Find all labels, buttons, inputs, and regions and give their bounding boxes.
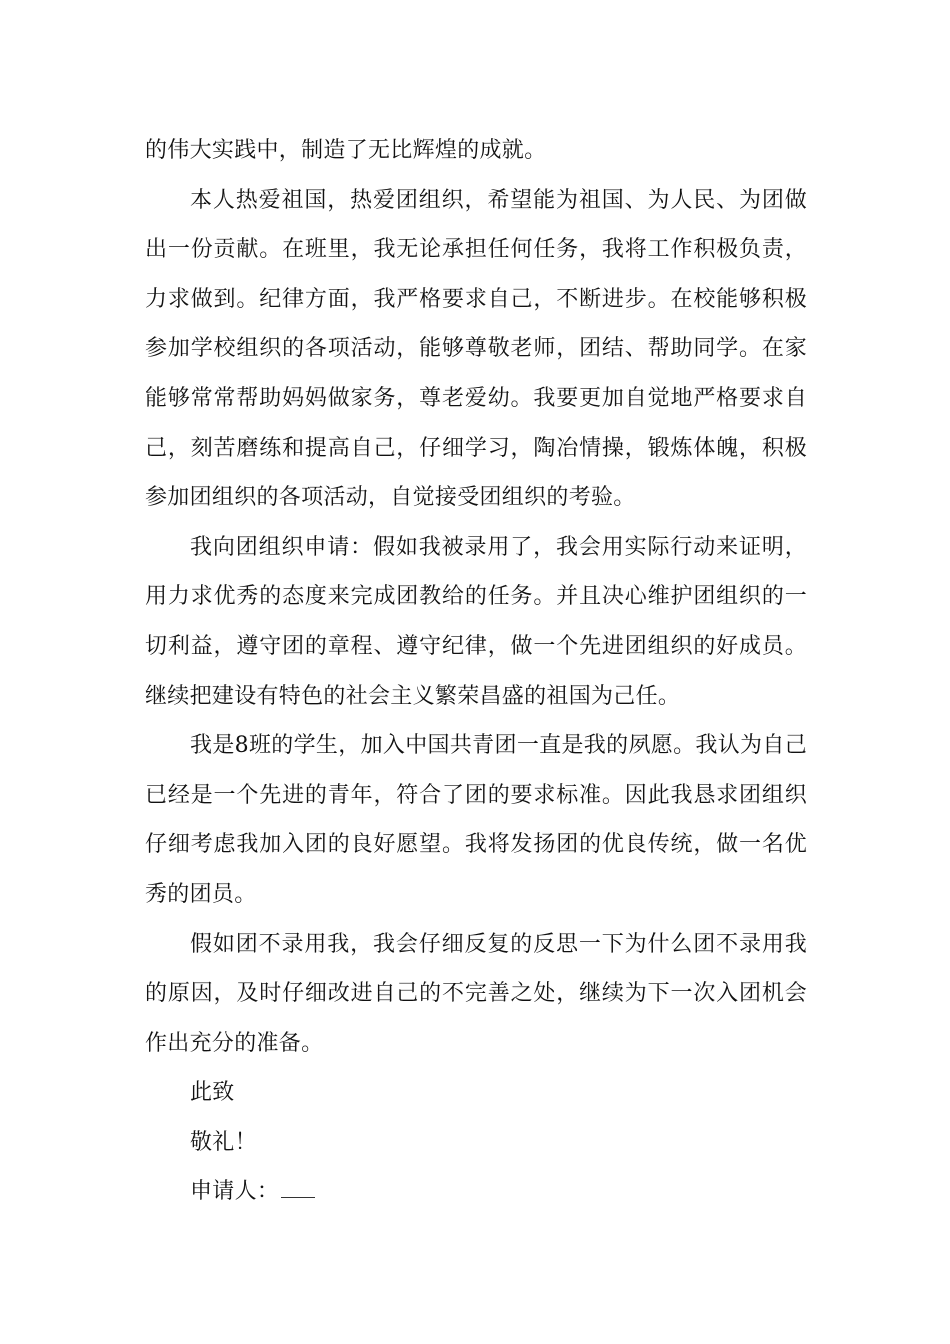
paragraph-continuation: 的伟大实践中，制造了无比辉煌的成就。 [145, 138, 547, 163]
paragraph-if-rejected: 假如团不录用我，我会仔细反复的反思一下为什么团不录用我的原因，及时仔细改进自己的不完善之处，继续为下一次入团机会作出充分的准备。 [145, 931, 807, 1056]
signature-blank [281, 1171, 315, 1198]
paragraph-application: 我向团组织申请：假如我被录用了，我会用实际行动来证明，用力求优秀的态度来完成团教给的任务。并且决心维护团组织的一切利益，遵守团的章程、遵守纪律，做一个先进团组织的好成员。继续把建设有特色的社会主义繁荣昌盛的祖国为己任。 [145, 534, 807, 709]
document-body [145, 126, 807, 1217]
closing-regards: 敬礼！ [190, 1129, 257, 1155]
paragraph-wish: 我是8班的学生，加入中国共青团一直是我的夙愿。我认为自己已经是一个先进的青年，符合了团的要求标准。因此我恳求团组织仔细考虑我加入团的良好愿望。我将发扬团的优良传统，做一名优秀的团员。 [145, 733, 807, 907]
signature-label: 申请人： [190, 1179, 280, 1205]
closing-salutation: 此致 [190, 1080, 235, 1106]
paragraph-self-description: 本人热爱祖国，热爱团组织，希望能为祖国、为人民、为团做出一份贡献。在班里，我无论承担任何任务，我将工作积极负责，力求做到。纪律方面，我严格要求自己，不断进步。在校能够积极参加学校组织的各项活动，能够尊敬老师，团结、帮助同学。在家能够常常帮助妈妈做家务，尊老爱幼。我要更加自觉地严格要求自己，刻苦磨练和提高自己，仔细学习，陶冶情操，锻炼体魄，积极参加团组织的各项活动，自觉接受团组织的考验。 [145, 187, 807, 511]
signature-line [145, 1167, 807, 1217]
